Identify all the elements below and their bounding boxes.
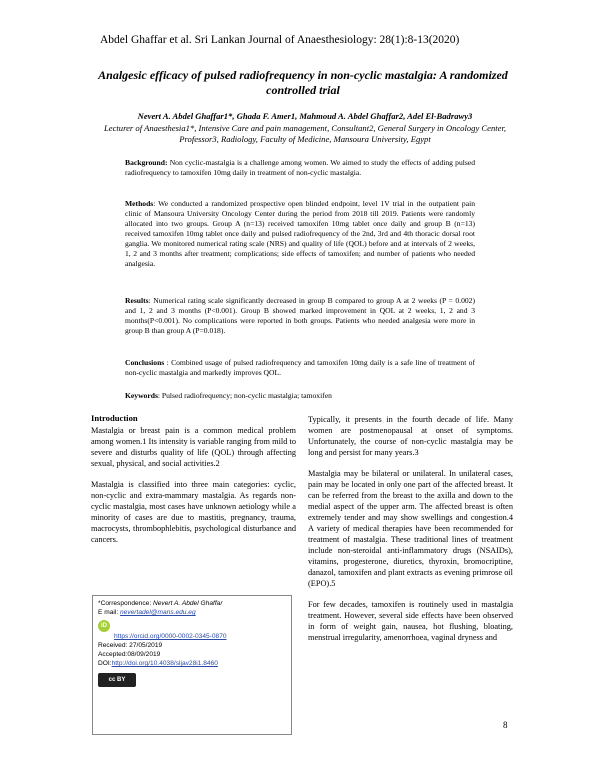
abstract-methods xyxy=(125,199,475,269)
left-column xyxy=(91,413,296,555)
email-label: E mail: xyxy=(98,609,119,616)
correspondence-box xyxy=(92,595,292,735)
conclusions-text: : Combined usage of pulsed radiofrequency and tamoxifen 10mg daily is a safe line of treatment of non-cyclic mastalgia and markedly improves QOL. xyxy=(125,358,475,377)
author-names: Nevert A. Abdel Ghaffar1*, Ghada F. Amer1, Mahmoud A. Abdel Ghaffar2, Adel El-Badrawy3 xyxy=(137,111,473,121)
introduction-heading: Introduction xyxy=(91,413,138,423)
accepted-date: Accepted:08/09/2019 xyxy=(98,651,161,658)
paragraph: Mastalgia is classified into three main categories: cyclic, non-cyclic and extra-mammary mastalgia. As regards non-cyclic mastalgia, most cases have unknown aetiology while a minority of cases are due to mastitis, pregnancy, trauma, macrocysts, thrombophlebitis, psychological disturbance and cancers. xyxy=(91,480,296,544)
paragraph: Typically, it presents in the fourth decade of life. Many women are postmenopausal at onset of symptoms. Unfortunately, the course of non-cyclic mastalgia may be long and persist for many years.3 xyxy=(308,415,513,457)
results-text: : Numerical rating scale significantly decreased in group B compared to group A at 2 weeks (P = 0.002) and 1, 2 and 3 months (P<0.001). Group B showed marked improvement in QOL at 2 weeks, 1, 2 and 3 months(P<0.001). No complications were reported in both groups. Patients who needed analgesia were more in group B than group A (P=0.018). xyxy=(125,296,475,335)
received-date: Received: 27/05/2019 xyxy=(98,642,163,649)
abstract-results xyxy=(125,296,475,336)
article-title: Analgesic efficacy of pulsed radiofrequency in non-cyclic mastalgia: A randomized controlled trial xyxy=(98,68,508,97)
orcid-icon: iD xyxy=(98,620,110,632)
abstract-conclusions xyxy=(125,358,475,378)
paragraph: For few decades, tamoxifen is routinely used in mastalgia treatment. However, several side effects have been observed in form of weight gain, nausea, hot flushing, bloating, menstrual irregularity, amenorrhoea, vaginal dryness and xyxy=(308,600,513,642)
methods-label: Methods xyxy=(125,199,154,208)
results-label: Results xyxy=(125,296,149,305)
right-column xyxy=(308,414,513,653)
keywords-label: Keywords xyxy=(125,391,158,400)
doi-link[interactable]: http://doi.org/10.4038/sljav28i1.8460 xyxy=(111,660,218,667)
doi-label: DOI: xyxy=(98,660,112,667)
orcid-link[interactable]: https://orcid.org/0000-0002-0345-0870 xyxy=(114,633,227,640)
keywords-text: : Pulsed radiofrequency; non-cyclic mastalgia; tamoxifen xyxy=(157,391,332,400)
author-block xyxy=(100,111,510,146)
background-label: Background: xyxy=(125,158,168,167)
conclusions-label: Conclusions xyxy=(125,358,165,367)
author-affiliations: Lecturer of Anaesthesia1*, Intensive Care and pain management, Consultant2, General Surgery in Oncology Center, Professor3, Radiology, Faculty of Medicine, Mansoura University, Egypt xyxy=(103,122,507,144)
correspondence-name: Nevert A. Abdel Ghaffar xyxy=(153,600,223,607)
email-link[interactable]: nevertadel@mans.edu.eg xyxy=(120,609,196,616)
background-text: Non cyclic-mastalgia is a challenge among women. We aimed to study the effects of adding pulsed radiofrequency to tamoxifen 10mg daily in treatment of non-cyclic mastalgia. xyxy=(125,158,475,177)
running-header: Abdel Ghaffar et al. Sri Lankan Journal of Anaesthesiology: 28(1):8-13(2020) xyxy=(100,34,460,46)
methods-text: : We conducted a randomized prospective open blinded endpoint, level 1V trial in the outpatient pain clinic of Mansoura University Oncology Center during the period from 2018 till 2019. Patients were randomly allocated into two groups. Group A (n=13) received tamoxifen 10mg tablet once daily and group B (n=13) received tamoxifen 10mg tablet once daily and pulsed radiofrequency of the 2nd, 3rd and 4th thoracic dorsal root ganglia. We monitored numerical rating scale (NRS) and quality of life (QOL) before and at intervals of 2 weeks, 1, 2 and 3 months after treatment; complications; side effects of tamoxifen; and number of patients who needed analgesia. xyxy=(125,199,475,268)
paragraph: Mastalgia or breast pain is a common medical problem among women.1 Its intensity is variable ranging from mild to severe and disturbs quality of life (QOL) through affecting sexual, physical, and social activities.2 xyxy=(91,426,296,468)
page-number: 8 xyxy=(503,720,508,730)
cc-license-icon[interactable]: cc BY xyxy=(98,673,136,687)
abstract-background xyxy=(125,158,475,178)
correspondence-label: *Correspondence: xyxy=(98,600,152,607)
abstract-keywords xyxy=(125,391,475,401)
paragraph: Mastalgia may be bilateral or unilateral. In unilateral cases, pain may be located in only one part of the affected breast. It can be referred from the breast to the axilla and down to the medial aspect of the upper arm. The affected breast is often extremely tender and may show swellings and congestion.4 A variety of medical therapies have been recommended for treatment of mastalgia. These traditional lines of treatment include non-steroidal anti-inflammatory drugs (NSAIDs), vitamins, progesterone, diuretics, thyroxin, bromocriptine, danazol, tamoxifen and plant extracts as evening primrose oil (EPO).5 xyxy=(308,469,513,588)
